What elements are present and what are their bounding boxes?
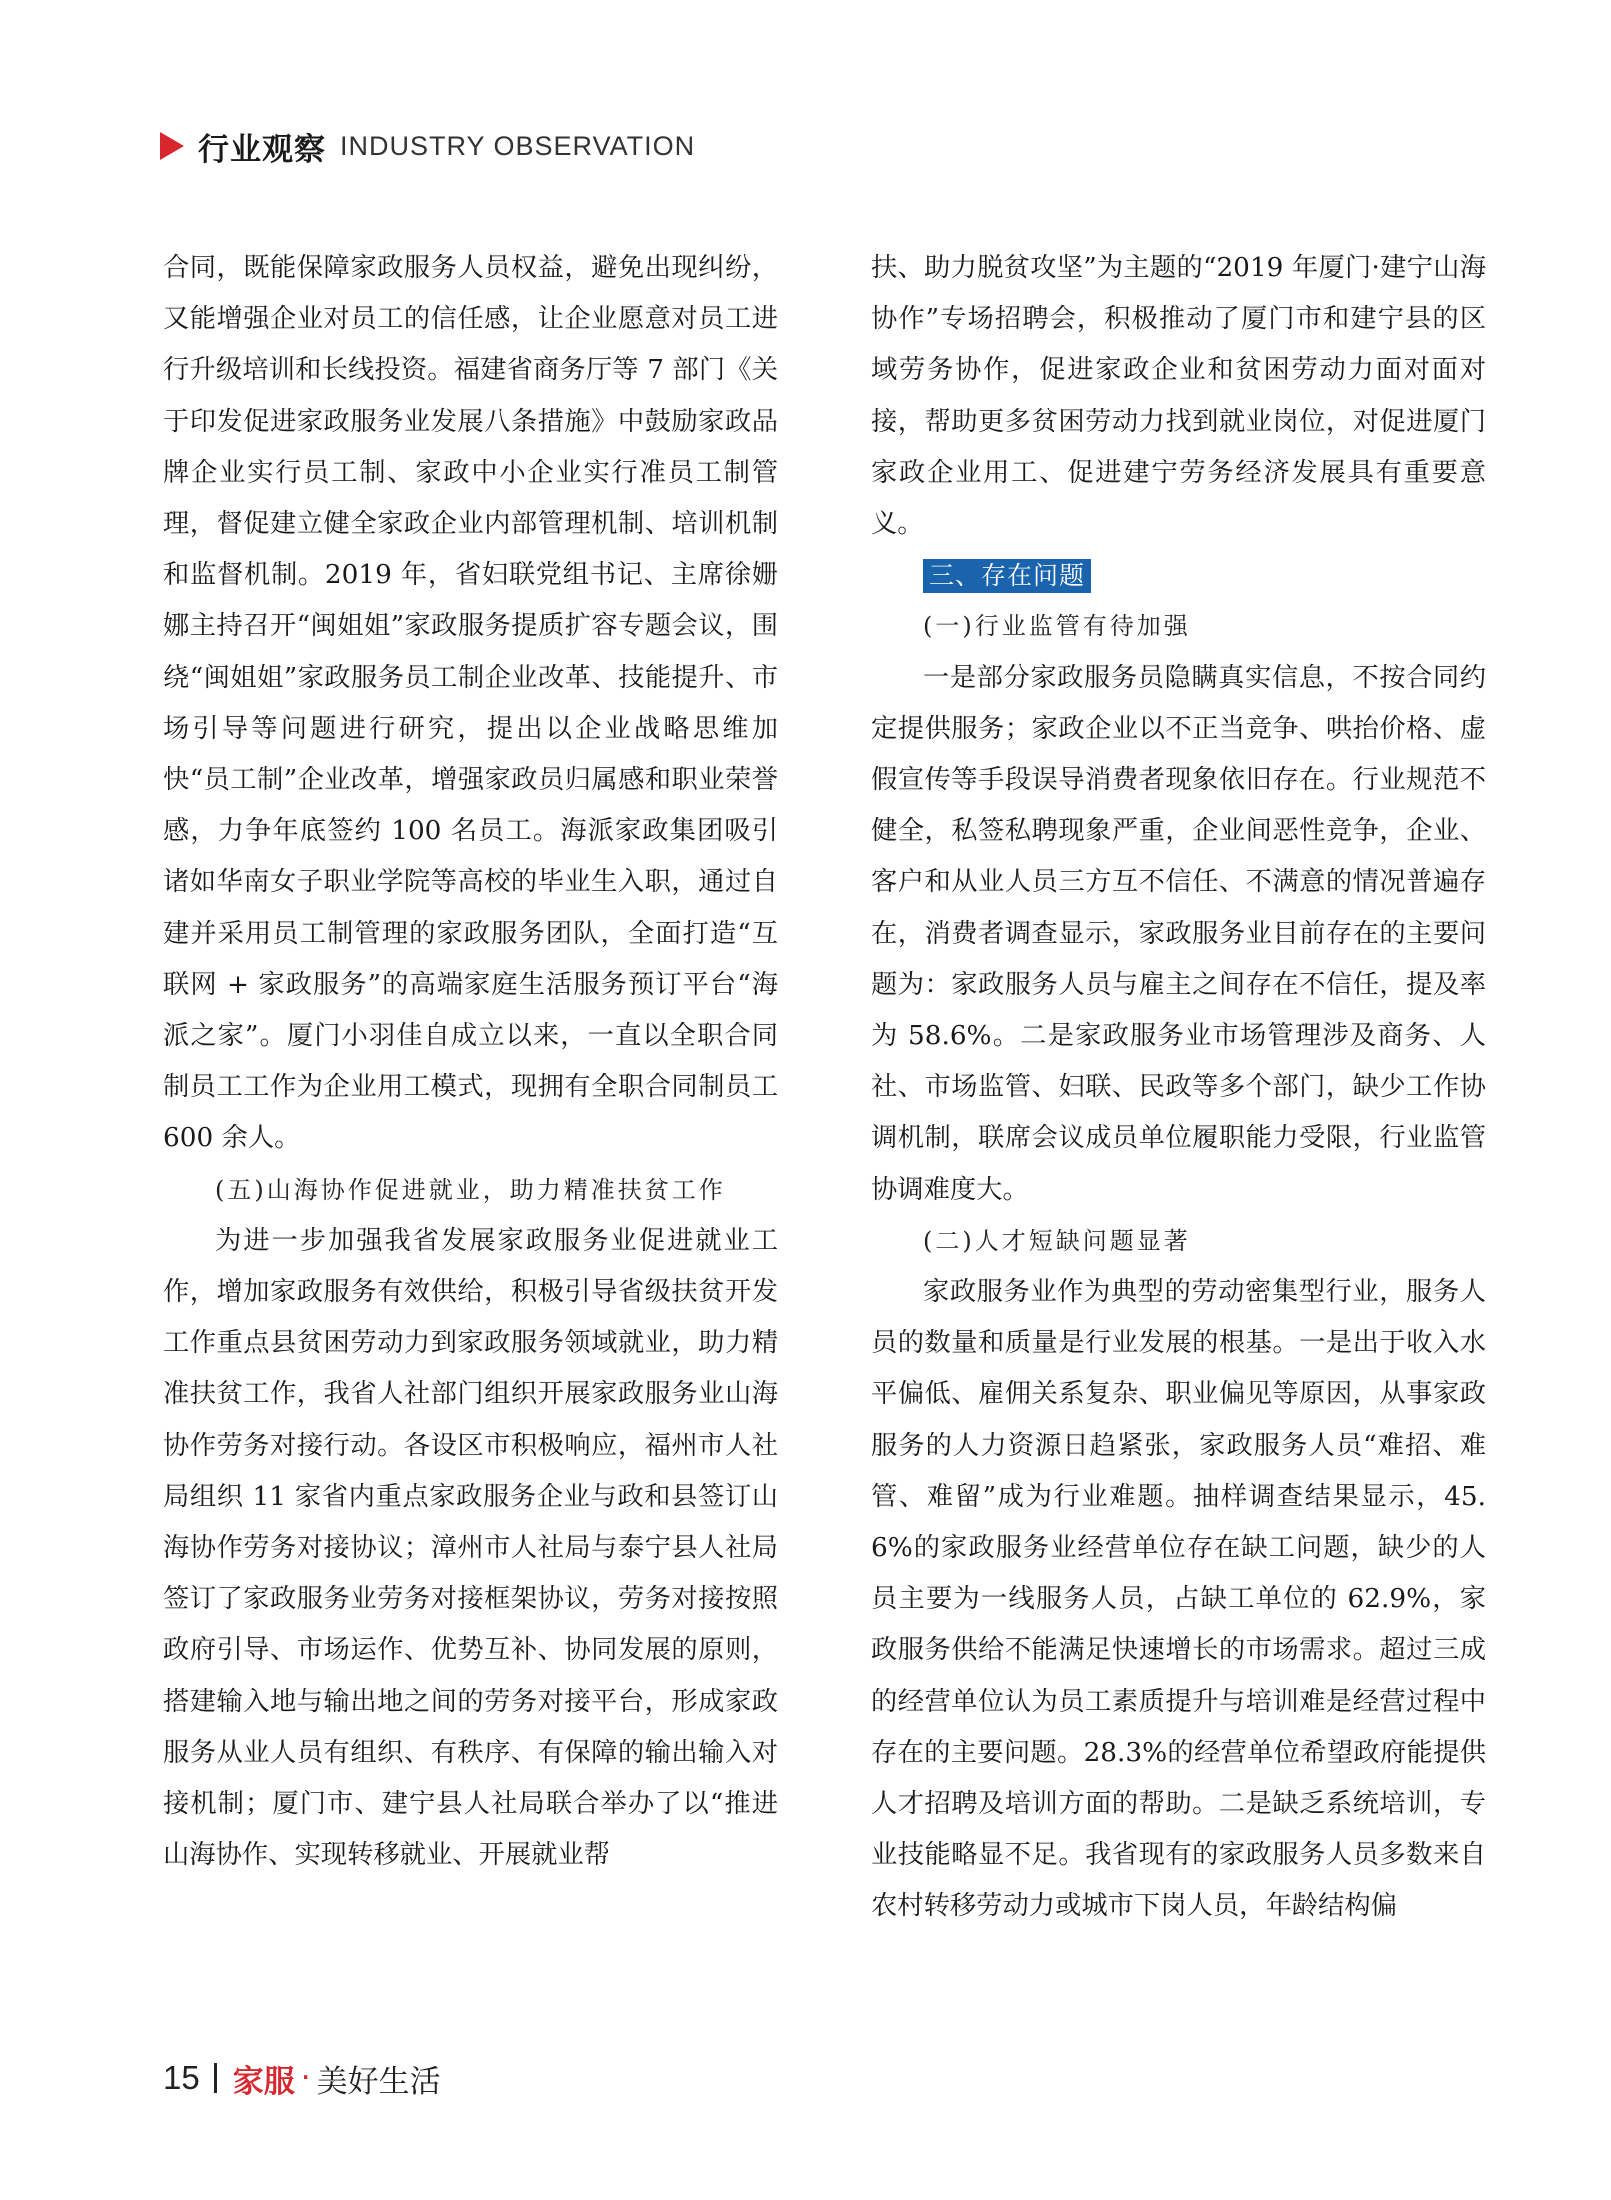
- section-title-en: INDUSTRY OBSERVATION: [340, 130, 696, 161]
- subheading: (二)人才短缺问题显著: [923, 1226, 1191, 1255]
- subheading: (五)山海协作促进就业，助力精准扶贫工作: [215, 1175, 726, 1204]
- paragraph: 扶、助力脱贫攻坚”为主题的“2019 年厦门·建宁山海协作”专场招聘会，积极推动了厦门市和建宁县的区域劳务协作，促进家政企业和贫困劳动力面对面对接，帮助更多贫困劳动力找到就业岗位，对促进厦门家政企业用工、促进建宁劳务经济发展具有重要意义。: [871, 253, 1486, 540]
- page-number: 15: [163, 2059, 200, 2096]
- left-column: [163, 243, 778, 1882]
- page-footer: [163, 2056, 441, 2100]
- footer-divider: [214, 2063, 217, 2093]
- section-header: [160, 126, 695, 166]
- paragraph: 家政服务业作为典型的劳动密集型行业，服务人员的数量和质量是行业发展的根基。一是出于收入水平偏低、雇佣关系复杂、职业偏见等原因，从事家政服务的人力资源日趋紧张，家政服务人员“难招、难管、难留”成为行业难题。抽样调查结果显示，45.6%的家政服务业经营单位存在缺工问题，缺少的人员主要为一线服务人员，占缺工单位的 62.9%，家政服务供给不能满足快速增长的市场需求。超过三成的经营单位认为员工素质提升与培训难是经营过程中存在的主要问题。28.3%的经营单位希望政府能提供人才招聘及培训方面的帮助。二是缺乏系统培训，专业技能略显不足。我省现有的家政服务人员多数来自农村转移劳动力或城市下岗人员，年龄结构偏: [871, 1277, 1486, 1922]
- right-column: [871, 243, 1486, 1933]
- section-heading: [871, 550, 1486, 601]
- triangle-marker-icon: [160, 132, 184, 160]
- paragraph: 为进一步加强我省发展家政服务业促进就业工作，增加家政服务有效供给，积极引导省级扶贫开发工作重点县贫困劳动力到家政服务领域就业，助力精准扶贫工作，我省人社部门组织开展家政服务业山海协作劳务对接行动。各设区市积极响应，福州市人社局组织 11 家省内重点家政服务企业与政和县签订山海协作劳务对接协议；漳州市人社局与泰宁县人社局签订了家政服务业劳务对接框架协议，劳务对接按照政府引导、市场运作、优势互补、协同发展的原则，搭建输入地与输出地之间的劳务对接平台，形成家政服务从业人员有组织、有秩序、有保障的输出输入对接机制；厦门市、建宁县人社局联合举办了以“推进山海协作、实现转移就业、开展就业帮: [163, 1225, 778, 1871]
- section-title-cn: 行业观察: [198, 131, 326, 168]
- magazine-name-dot: ·: [300, 2060, 311, 2096]
- subheading: (一)行业监管有待加强: [923, 612, 1191, 641]
- paragraph: 一是部分家政服务员隐瞒真实信息，不按合同约定提供服务；家政企业以不正当竞争、哄抬价格、虚假宣传等手段误导消费者现象依旧存在。行业规范不健全，私签私聘现象严重，企业间恶性竞争，企业、客户和从业人员三方互不信任、不满意的情况普遍存在，消费者调查显示，家政服务业目前存在的主要问题为：家政服务人员与雇主之间存在不信任，提及率为 58.6%。二是家政服务业市场管理涉及商务、人社、市场监管、妇联、民政等多个部门，缺少工作协调机制，联席会议成员单位履职能力受限，行业监管协调难度大。: [871, 662, 1486, 1205]
- paragraph: 合同，既能保障家政服务人员权益，避免出现纠纷，又能增强企业对员工的信任感，让企业愿意对员工进行升级培训和长线投资。福建省商务厅等 7 部门《关于印发促进家政服务业发展八条措施》中鼓励家政品牌企业实行员工制、家政中小企业实行准员工制管理，督促建立健全家政企业内部管理机制、培训机制和监督机制。2019 年，省妇联党组书记、主席徐姗娜主持召开“闽姐姐”家政服务提质扩容专题会议，围绕“闽姐姐”家政服务员工制企业改革、技能提升、市场引导等问题进行研究，提出以企业战略思维加快“员工制”企业改革，增强家政员归属感和职业荣誉感，力争年底签约 100 名员工。海派家政集团吸引诸如华南女子职业学院等高校的毕业生入职，通过自建并采用员工制管理的家政服务团队，全面打造“互联网 + 家政服务”的高端家庭生活服务预订平台“海派之家”。厦门小羽佳自成立以来，一直以全职合同制员工工作为企业用工模式，现拥有全职合同制员工 600 余人。: [163, 253, 778, 1154]
- magazine-name-accent: 家服: [232, 2063, 295, 2100]
- magazine-name-rest: 美好生活: [316, 2063, 441, 2100]
- section-heading-label: 三、存在问题: [923, 559, 1091, 593]
